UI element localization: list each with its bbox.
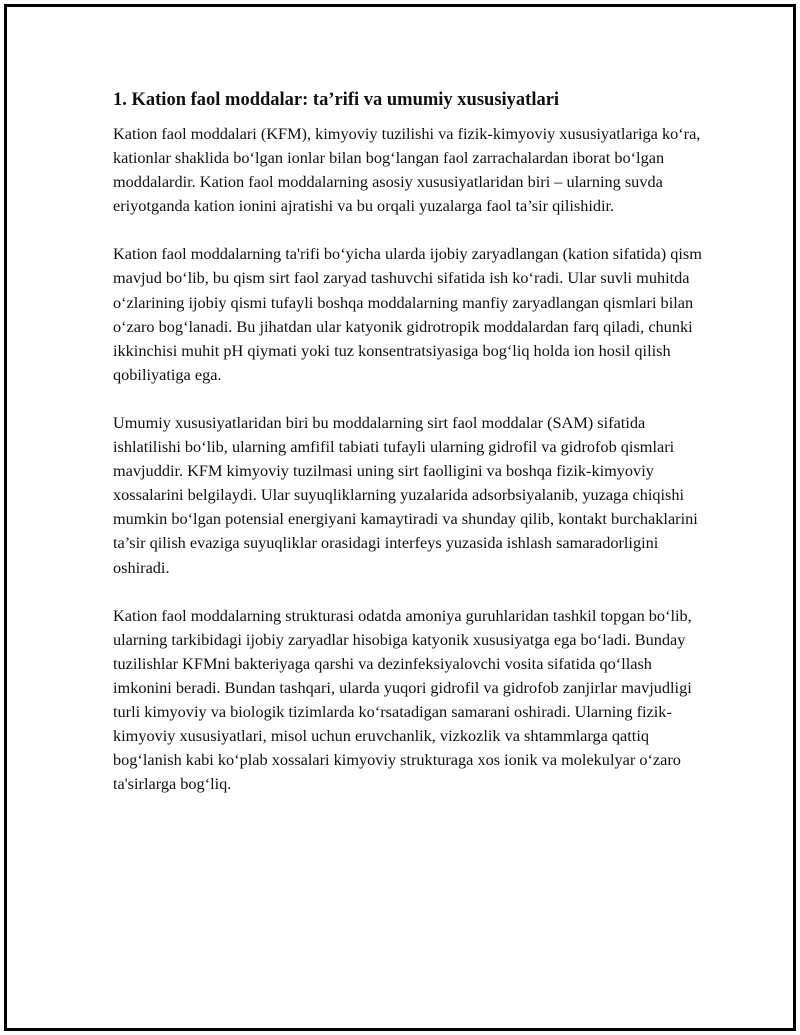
paragraph-general-properties: Umumiy xususiyatlaridan biri bu moddalarning sirt faol moddalar (SAM) sifatida ishlatilishi bo‘lib, ularning amfifil tabiati tufayli ularning gidrofil va gidrofob qismlari mavjuddir. KFM kimyoviy tuzilmasi uning sirt faolligini va boshqa fizik-kimyoviy xossalarini belgilaydi. Ular suyuqliklarning yuzalarida adsorbsiyalanib, yuzaga chiqishi mumkin bo‘lgan potensial energiyani kamaytiradi va shunday qilib, kontakt burchaklarini ta’sir qilish evaziga suyuqliklar orasidagi interfeys yuzasida ishlash samaradorligini oshiradi.: [113, 412, 698, 577]
paragraph-cationic-part: Kation faol moddalarning ta'rifi bo‘yicha ularda ijobiy zaryadlangan (kation sifatida) qism mavjud bo‘lib, bu qism sirt faol zaryad tashuvchi sifatida ish ko‘radi. Ular suvli muhitda o‘zlarining ijobiy qismi tufayli boshqa moddalarning manfiy zaryadlangan qismlari bilan o‘zaro bog‘lanadi. Bu jihatdan ular katyonik gidrotropik moddalardan farq qiladi, chunki ikkinchisi muhit pH qiymati yoki tuz konsentratsiyasiga bog‘liq holda ion hosil qilish qobiliyatiga ega.: [113, 244, 702, 384]
section-heading: 1. Kation faol moddalar: ta’rifi va umumiy xususiyatlari: [113, 90, 560, 110]
paragraph-structure: Kation faol moddalarning strukturasi odatda amoniya guruhlaridan tashkil topgan bo‘lib, ularning tarkibidagi ijobiy zaryadlar hisobiga katyonik xususiyatga ega bo‘ladi. Bunday tuzilishlar KFMni bakteriyaga qarshi va dezinfeksiyalovchi vosita sifatida qo‘llash imkonini beradi. Bundan tashqari, ularda yuqori gidrofil va gidrofob zanjirlar mavjudligi turli kimyoviy va biologik tizimlarda ko‘rsatadigan samarani oshiradi. Ularning fizik-kimyoviy xususiyatlari, misol uchun eruvchanlik, vizkozlik va shtammlarga qattiq bog‘lanish kabi ko‘plab xossalari kimyoviy strukturaga xos ionik va molekulyar o‘zaro ta'sirlarga bog‘liq.: [113, 605, 692, 794]
paragraph-definition: Kation faol moddalari (KFM), kimyoviy tuzilishi va fizik-kimyoviy xususiyatlariga ko‘ra, kationlar shaklida bo‘lgan ionlar bilan bog‘langan faol zarrachalardan iborat bo‘lgan moddalardir. Kation faol moddalarning asosiy xususiyatlaridan biri – ularning suvda eriyotganda kation ionini ajratishi va bu orqali yuzalarga faol ta’sir qilishidir.: [113, 124, 701, 216]
document-body: [113, 88, 703, 820]
